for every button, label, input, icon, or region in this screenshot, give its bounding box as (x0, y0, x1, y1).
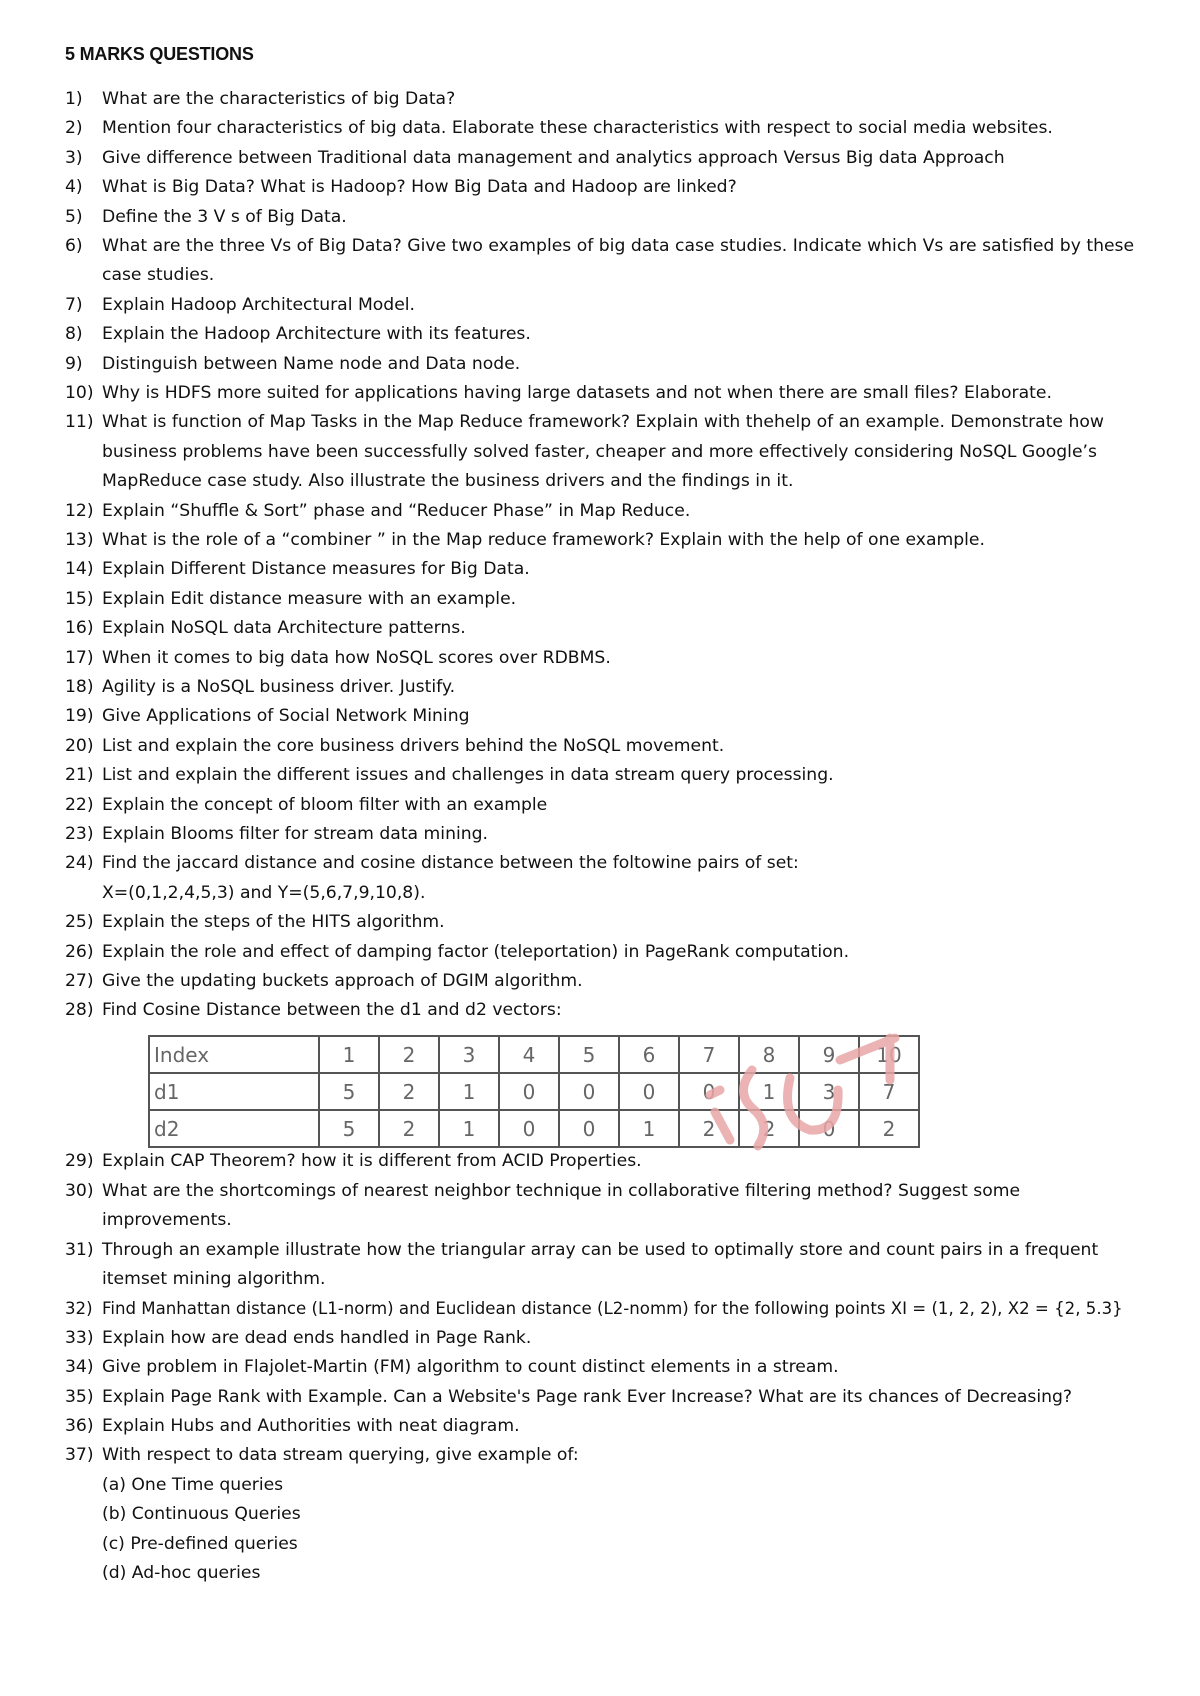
question-item (65, 114, 1190, 143)
question-number: 24) (65, 853, 94, 874)
question-item (65, 1147, 1190, 1176)
question-item (65, 1412, 1190, 1441)
question-text: List and explain the different issues and challenges in data stream query processing. (102, 765, 834, 786)
question-item (65, 849, 1190, 908)
question-number: 4) (65, 177, 83, 198)
table-cell: 1 (319, 1036, 379, 1073)
question-text: Define the 3 V s of Big Data. (102, 206, 347, 227)
question-item (65, 173, 1190, 202)
question-item (65, 791, 1190, 820)
question-text: Give the updating buckets approach of DGIM algorithm. (102, 971, 583, 991)
question-number: 22) (65, 794, 94, 815)
question-item (65, 144, 1190, 173)
table-cell: 1 (739, 1073, 799, 1110)
question-item (65, 996, 1190, 1025)
question-number: 20) (65, 735, 94, 756)
question-text: X=(0,1,2,4,5,3) and Y=(5,6,7,9,10,8). (102, 882, 426, 903)
question-number: 18) (65, 677, 94, 697)
table-row (149, 1036, 919, 1073)
question-number: 12) (65, 500, 94, 521)
table-cell: 0 (559, 1110, 619, 1147)
question-number: 27) (65, 971, 94, 991)
question-number: 34) (65, 1357, 94, 1378)
question-number: 13) (65, 530, 94, 550)
question-number: 37) (65, 1445, 94, 1466)
question-number: 36) (65, 1416, 94, 1436)
subitem: (c) Pre-defined queries (102, 1533, 298, 1554)
question-item (65, 408, 1190, 496)
table-cell: 5 (559, 1036, 619, 1073)
question-number: 31) (65, 1239, 94, 1260)
question-text: Find Cosine Distance between the d1 and d2 vectors: (102, 1000, 562, 1021)
question-number: 5) (65, 206, 83, 227)
question-number: 23) (65, 824, 94, 844)
question-text: What is the role of a “combiner ” in the Map reduce framework? Explain with the help of one example. (102, 530, 985, 550)
row-label: Index (149, 1036, 319, 1073)
table-cell: 2 (379, 1036, 439, 1073)
question-text: Explain the steps of the HITS algorithm. (102, 912, 445, 933)
question-number: 6) (65, 236, 83, 256)
question-number: 1) (65, 89, 83, 109)
subitem: (d) Ad-hoc queries (102, 1563, 261, 1583)
question-text: With respect to data stream querying, give example of: (102, 1445, 579, 1466)
question-item (65, 614, 1190, 643)
question-text: What are the characteristics of big Data? (102, 89, 456, 109)
question-number: 2) (65, 118, 83, 139)
subitem: (b) Continuous Queries (102, 1504, 301, 1525)
table-cell: 0 (679, 1073, 739, 1110)
question-item (65, 1294, 1190, 1323)
question-item (65, 820, 1190, 849)
question-text: What is function of Map Tasks in the Map Reduce framework? Explain with thehelp of an example. Demonstrate how (102, 412, 1104, 433)
question-text: Explain Page Rank with Example. Can a Website's Page rank Ever Increase? What are its chances of Decreasing? (102, 1386, 1073, 1407)
question-text: Give problem in Flajolet-Martin (FM) algorithm to count distinct elements in a stream. (102, 1357, 839, 1378)
question-item (65, 526, 1190, 555)
question-text: case studies. (102, 265, 215, 286)
question-text: Through an example illustrate how the triangular array can be used to optimally store and count pairs in a frequent (102, 1239, 1099, 1260)
table-cell: 2 (859, 1110, 919, 1147)
table-cell: 5 (319, 1073, 379, 1110)
question-item (65, 320, 1190, 349)
question-text: improvements. (102, 1210, 232, 1231)
question-text: Agility is a NoSQL business driver. Justify. (102, 677, 456, 697)
table-cell: 2 (379, 1110, 439, 1147)
question-text: Give difference between Traditional data management and analytics approach Versus Big data Approach (102, 147, 1005, 168)
table-cell: 2 (679, 1110, 739, 1147)
table-cell: 2 (379, 1073, 439, 1110)
question-item (65, 585, 1190, 614)
table-cell: 0 (619, 1073, 679, 1110)
question-item (65, 644, 1190, 673)
question-item (65, 555, 1190, 584)
question-text: Why is HDFS more suited for applications having large datasets and not when there are small files? Elaborate. (102, 383, 1052, 403)
question-item (65, 291, 1190, 320)
question-item (65, 203, 1190, 232)
question-text: Explain Blooms filter for stream data mining. (102, 824, 489, 844)
table-cell: 0 (799, 1110, 859, 1147)
table-cell: 4 (499, 1036, 559, 1073)
page-title: 5 MARKS QUESTIONS (65, 44, 254, 64)
table-cell: 7 (859, 1073, 919, 1110)
vector-table (148, 1035, 920, 1148)
table-cell: 6 (619, 1036, 679, 1073)
question-number: 28) (65, 1000, 94, 1021)
question-item (65, 673, 1190, 702)
question-text: What are the three Vs of Big Data? Give two examples of big data case studies. Indicate which Vs are satisfied by these (102, 236, 1135, 256)
question-text: Explain “Shuffle & Sort” phase and “Reducer Phase” in Map Reduce. (102, 500, 691, 521)
question-item (65, 497, 1190, 526)
question-item (65, 1383, 1190, 1412)
question-text: business problems have been successfully solved faster, cheaper and more effectively considering NoSQL Google’s (102, 441, 1097, 462)
question-item (65, 379, 1190, 408)
question-text: When it comes to big data how NoSQL scores over RDBMS. (102, 647, 611, 668)
question-number: 7) (65, 294, 83, 315)
question-text: Explain Hadoop Architectural Model. (102, 294, 416, 315)
question-item (65, 702, 1190, 731)
subitem: (a) One Time queries (102, 1474, 284, 1495)
question-item (65, 1324, 1190, 1353)
question-text: Explain how are dead ends handled in Page Rank. (102, 1327, 532, 1348)
table-cell: 0 (559, 1073, 619, 1110)
question-text: Explain the role and effect of damping factor (teleportation) in PageRank computation. (102, 941, 850, 962)
question-item (65, 908, 1190, 937)
question-item (65, 1441, 1190, 1470)
question-text: Explain Edit distance measure with an example. (102, 588, 517, 609)
table-cell: 3 (439, 1036, 499, 1073)
question-number: 17) (65, 647, 94, 668)
question-number: 14) (65, 559, 94, 580)
table-cell: 1 (619, 1110, 679, 1147)
question-number: 21) (65, 765, 94, 786)
question-text: Distinguish between Name node and Data node. (102, 353, 521, 374)
question-text: Explain NoSQL data Architecture patterns. (102, 618, 466, 639)
question-number: 9) (65, 353, 83, 374)
row-label: d1 (149, 1073, 319, 1110)
question-item (65, 1236, 1190, 1295)
question-text: Find Manhattan distance (L1-norm) and Euclidean distance (L2-nomm) for the following points XI = (1, 2, 2), X2 = {2, 5.3} (102, 1299, 1123, 1319)
table-cell: 0 (499, 1110, 559, 1147)
question-number: 16) (65, 618, 94, 639)
question-item (65, 938, 1190, 967)
table-cell: 7 (679, 1036, 739, 1073)
question-item (65, 1177, 1190, 1236)
question-text: Explain Different Distance measures for Big Data. (102, 559, 530, 580)
question-item (65, 232, 1190, 291)
question-item (65, 1353, 1190, 1382)
question-text: What are the shortcomings of nearest neighbor technique in collaborative filtering method? Suggest some (102, 1180, 1021, 1201)
question-number: 26) (65, 941, 94, 962)
question-number: 10) (65, 383, 94, 403)
row-label: d2 (149, 1110, 319, 1147)
question-item (65, 967, 1190, 996)
question-number: 11) (65, 412, 94, 433)
table-cell: 8 (739, 1036, 799, 1073)
question-text: What is Big Data? What is Hadoop? How Big Data and Hadoop are linked? (102, 177, 737, 198)
question-text: List and explain the core business drivers behind the NoSQL movement. (102, 735, 725, 756)
question-item (65, 350, 1190, 379)
table-cell: 2 (739, 1110, 799, 1147)
question-number: 15) (65, 588, 94, 609)
table-cell: 5 (319, 1110, 379, 1147)
table-cell: 9 (799, 1036, 859, 1073)
table-row (149, 1110, 919, 1147)
question-item (65, 761, 1190, 790)
question-number: 32) (65, 1299, 93, 1319)
question-text: itemset mining algorithm. (102, 1269, 326, 1289)
question-text: MapReduce case study. Also illustrate the business drivers and the findings in it. (102, 471, 794, 492)
table-cell: 3 (799, 1073, 859, 1110)
question-number: 25) (65, 912, 94, 933)
question-text: Explain the concept of bloom filter with an example (102, 794, 548, 815)
question-number: 19) (65, 706, 94, 727)
question-text: Find the jaccard distance and cosine distance between the foltowine pairs of set: (102, 853, 799, 874)
table-cell: 0 (499, 1073, 559, 1110)
question-item (65, 85, 1190, 114)
question-text: Give Applications of Social Network Mining (102, 706, 470, 727)
question-number: 33) (65, 1327, 94, 1348)
table-cell: 1 (439, 1110, 499, 1147)
question-text: Mention four characteristics of big data. Elaborate these characteristics with respect to social media websites. (102, 118, 1053, 139)
question-text: Explain the Hadoop Architecture with its features. (102, 324, 531, 345)
table-cell: 10 (859, 1036, 919, 1073)
question-text: Explain CAP Theorem? how it is different from ACID Properties. (102, 1151, 642, 1172)
question-number: 30) (65, 1180, 94, 1201)
table-cell: 1 (439, 1073, 499, 1110)
question-item (65, 732, 1190, 761)
question-text: Explain Hubs and Authorities with neat diagram. (102, 1416, 520, 1436)
question-number: 8) (65, 324, 83, 345)
question-number: 29) (65, 1151, 94, 1172)
question-number: 3) (65, 147, 83, 168)
table-row (149, 1073, 919, 1110)
question-number: 35) (65, 1386, 94, 1407)
